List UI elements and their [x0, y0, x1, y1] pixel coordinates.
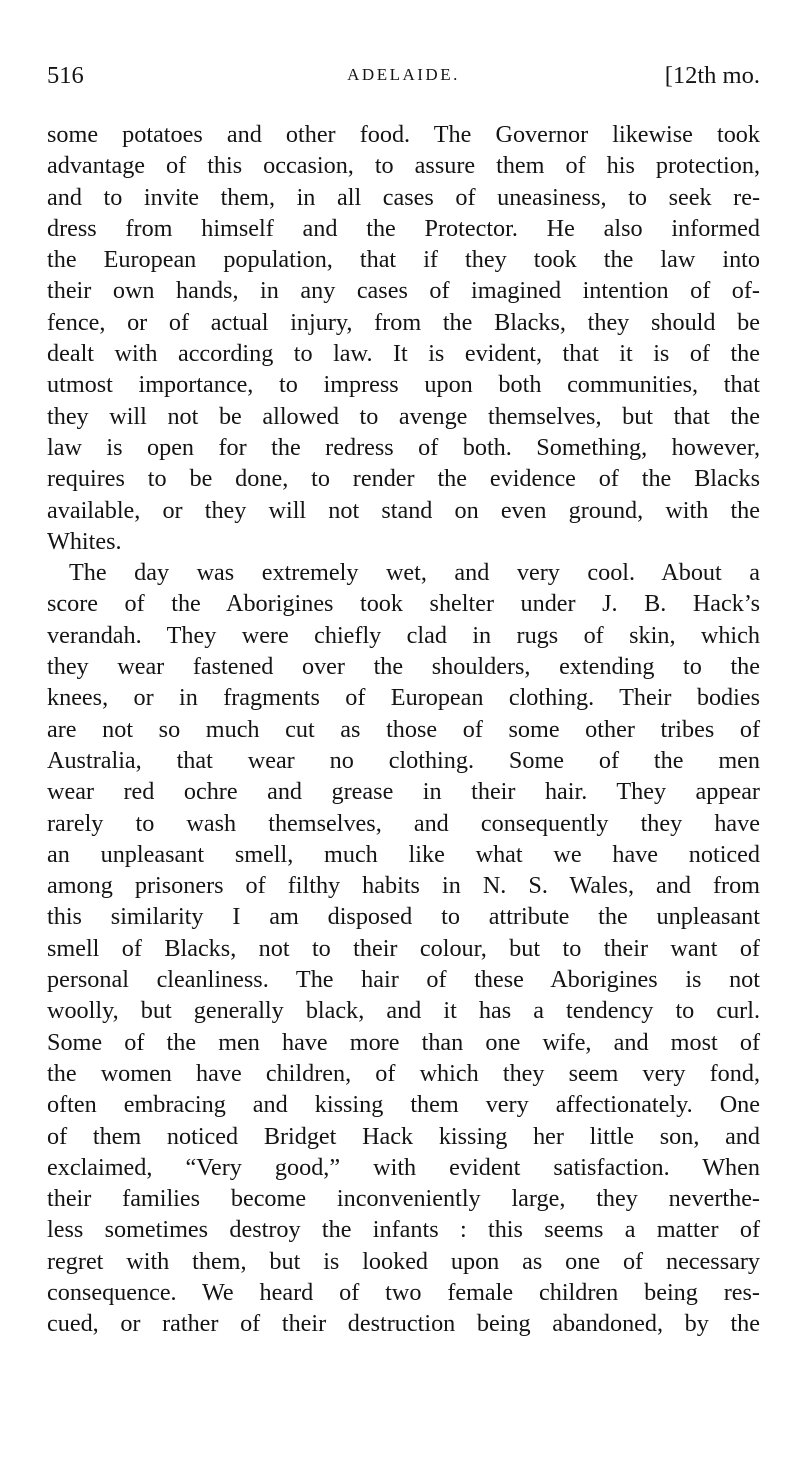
- text-line: advantage of this occasion, to assure them of his protection,: [47, 152, 760, 180]
- text-line: requires to be done, to render the evidence of the Blacks: [47, 465, 760, 493]
- text-line: are not so much cut as those of some other tribes of: [47, 715, 760, 743]
- text-line: consequence. We heard of two female children being res-: [47, 1278, 760, 1306]
- text-line: among prisoners of filthy habits in N. S. Wales, and from: [47, 872, 760, 900]
- text-line: an unpleasant smell, much like what we have noticed: [47, 840, 760, 868]
- text-line: cued, or rather of their destruction being abandoned, by the: [47, 1310, 760, 1338]
- text-line: their families become inconveniently large, they neverthe-: [47, 1185, 760, 1213]
- text-line: and to invite them, in all cases of uneasiness, to seek re-: [47, 183, 760, 211]
- chapter-title: ADELAIDE.: [347, 65, 460, 84]
- text-line: of them noticed Bridget Hack kissing her little son, and: [47, 1122, 760, 1150]
- text-line: law is open for the redress of both. Something, however,: [47, 433, 760, 461]
- text-line: smell of Blacks, not to their colour, but to their want of: [47, 934, 760, 962]
- date-note: [12th mo.: [664, 62, 760, 89]
- text-line: some potatoes and other food. The Governor likewise took: [47, 121, 760, 148]
- text-line: often embracing and kissing them very affectionately. One: [47, 1091, 760, 1119]
- text-line: woolly, but generally black, and it has a tendency to curl.: [47, 997, 760, 1025]
- book-page: [47, 62, 760, 1340]
- text-line: the European population, that if they took the law into: [47, 246, 760, 274]
- text-line: regret with them, but is looked upon as one of necessary: [47, 1247, 760, 1275]
- page-number: 516: [47, 62, 84, 89]
- text-line: this similarity I am disposed to attribute the unpleasant: [47, 903, 760, 931]
- text-line: fence, or of actual injury, from the Blacks, they should be: [47, 308, 760, 336]
- text-line: their own hands, in any cases of imagined intention of of-: [47, 277, 760, 305]
- text-line: the women have children, of which they seem very fond,: [47, 1059, 760, 1087]
- text-line: utmost importance, to impress upon both communities, that: [47, 371, 760, 399]
- body-text: [47, 119, 760, 1340]
- text-line: Whites.: [47, 527, 122, 555]
- text-line: score of the Aborigines took shelter under J. B. Hack’s: [47, 590, 760, 618]
- text-line: The day was extremely wet, and very cool. About a: [69, 559, 760, 587]
- text-line: dealt with according to law. It is evident, that it is of the: [47, 340, 760, 368]
- text-line: Some of the men have more than one wife, and most of: [47, 1028, 760, 1056]
- text-line: knees, or in fragments of European clothing. Their bodies: [47, 684, 760, 712]
- text-line: Australia, that wear no clothing. Some of the men: [47, 746, 760, 774]
- text-line: less sometimes destroy the infants : this seems a matter of: [47, 1216, 760, 1244]
- text-line: they wear fastened over the shoulders, extending to the: [47, 653, 760, 681]
- text-line: they will not be allowed to avenge themselves, but that the: [47, 402, 760, 430]
- text-line: dress from himself and the Protector. He also informed: [47, 214, 760, 242]
- text-line: exclaimed, “Very good,” with evident satisfaction. When: [47, 1153, 760, 1181]
- running-head: [47, 62, 760, 102]
- text-line: rarely to wash themselves, and consequently they have: [47, 809, 760, 837]
- text-line: wear red ochre and grease in their hair. They appear: [47, 778, 760, 806]
- text-line: available, or they will not stand on even ground, with the: [47, 496, 760, 524]
- text-line: personal cleanliness. The hair of these Aborigines is not: [47, 966, 760, 994]
- text-line: verandah. They were chiefly clad in rugs of skin, which: [47, 621, 760, 649]
